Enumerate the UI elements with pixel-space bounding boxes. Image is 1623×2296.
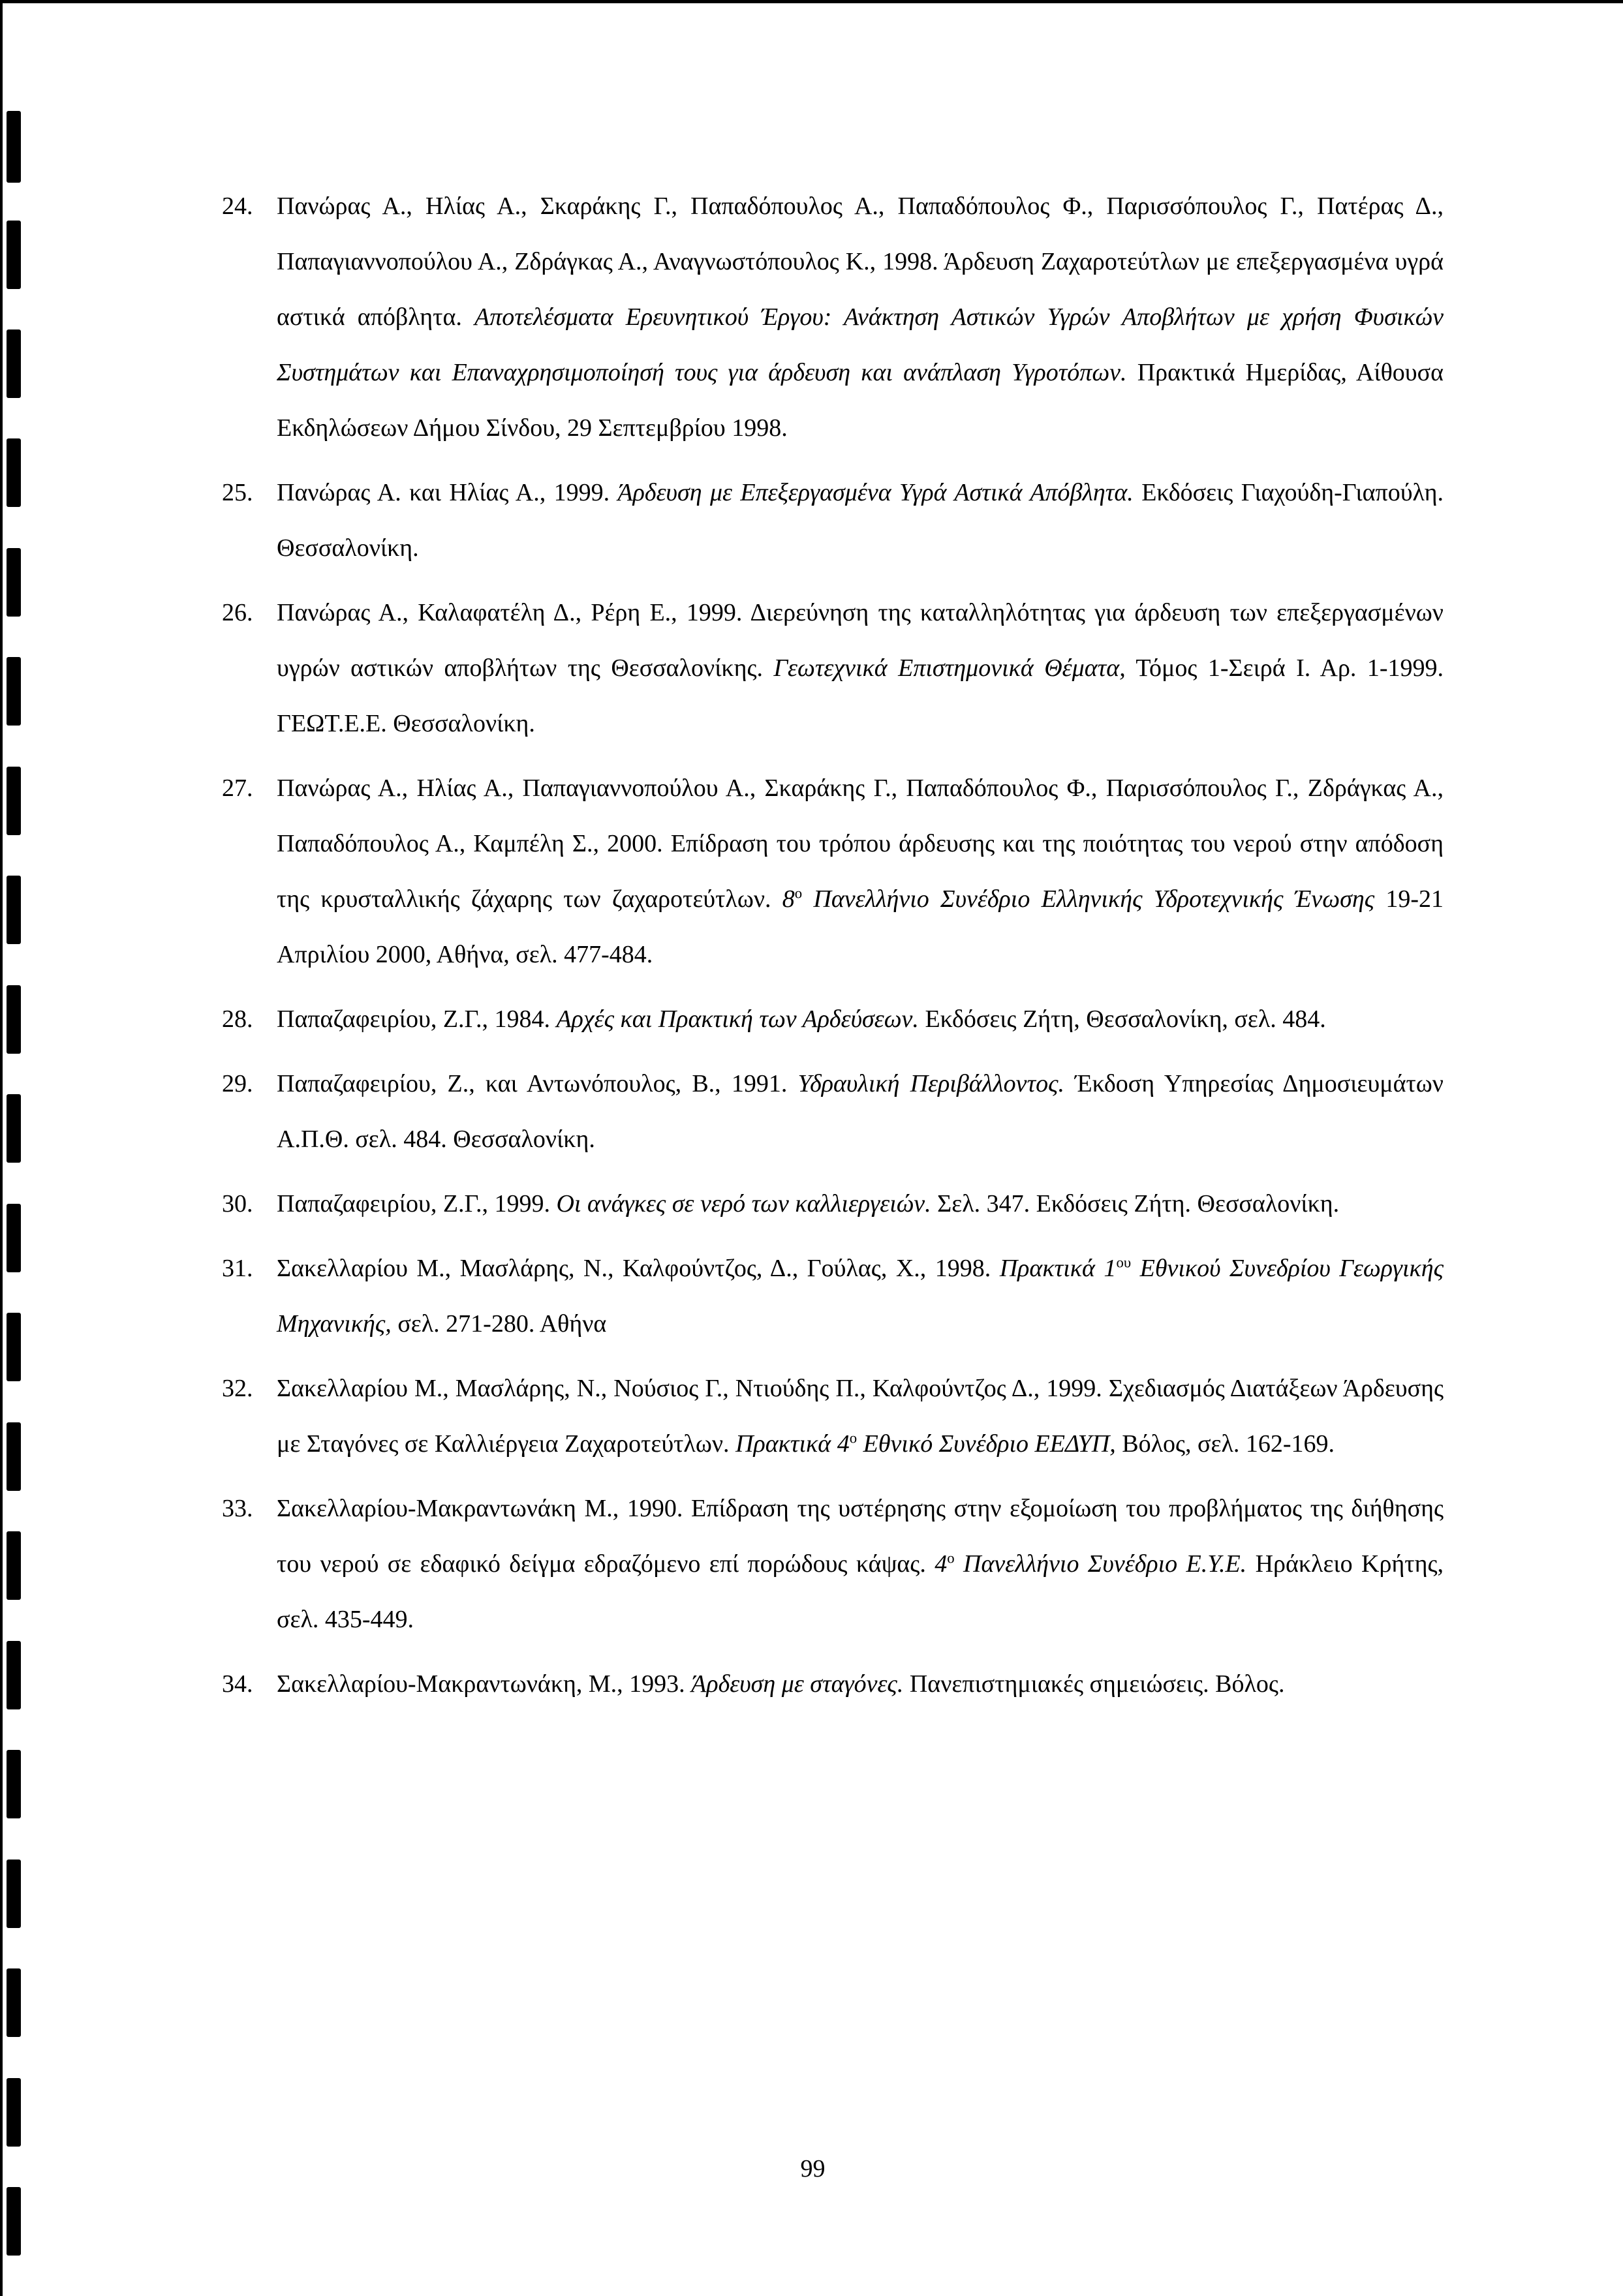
reference-text-run: Πανώρας Α. και Ηλίας Α., 1999.	[277, 479, 618, 506]
reference-title-italic: Οι ανάγκες σε νερό των καλλιεργειών.	[556, 1190, 931, 1217]
binding-mark	[7, 1750, 21, 1818]
reference-text-run: Πανώρας Α., Ηλίας Α., Σκαράκης Γ., Παπαδόπουλος Α., Παπαδόπουλος Φ., Παρισσόπουλος Γ., Πατέρας Δ., Παπαγιαννοπούλου Α., Ζδράγκας Α., Αναγνωστόπουλος Κ., 1998. Άρδευση Ζαχαροτεύτλων με επεξεργασμένα υγρά αστικά απόβλητα.	[277, 192, 1444, 331]
reference-text-run: Πανώρας Α., Ηλίας Α., Παπαγιαννοπούλου Α., Σκαράκης Γ., Παπαδόπουλος Φ., Παρισσόπουλος Γ., Ζδράγκας Α., Παπαδόπουλος Α., Καμπέλη Σ., 2000. Επίδραση του τρόπου άρδευσης και της ποιότητας του νερού στην απόδοση της κρυσταλλικής ζάχαρης των ζαχαροτεύτλων.	[277, 774, 1444, 913]
binding-mark	[7, 111, 21, 183]
reference-title-italic: 4	[935, 1550, 948, 1578]
reference-number: 32.	[222, 1375, 253, 1402]
reference-text-run: Σακελλαρίου Μ., Μασλάρης, Ν., Νούσιος Γ., Ντιούδης Π., Καλφούντζος Δ., 1999. Σχεδιασμός Διατάξεων Άρδευσης με Σταγόνες σε Καλλιέργεια Ζαχαροτεύτλων.	[277, 1375, 1444, 1458]
reference-item	[222, 761, 1444, 983]
binding-mark	[7, 329, 21, 398]
reference-title-italic: Γεωτεχνικά Επιστημονικά Θέματα,	[773, 654, 1126, 682]
reference-text-run: Σακελλαρίου-Μακραντωνάκη Μ., 1990. Επίδραση της υστέρησης στην εξομοίωση του προβλήματος της διήθησης του νερού σε εδαφικό δείγμα εδραζόμενο επί πορώδους κάψας.	[277, 1495, 1444, 1578]
binding-mark	[7, 221, 21, 289]
reference-item	[222, 179, 1444, 456]
binding-mark	[7, 1860, 21, 1928]
binding-mark	[7, 657, 21, 726]
reference-title-italic: Αποτελέσματα Ερευνητικού Έργου: Ανάκτηση Αστικών Υγρών Αποβλήτων με χρήση Φυσικών Συστημάτων και Επαναχρησιμοποίησή τους για άρδευση και ανάπλαση Υγροτόπων.	[277, 303, 1444, 386]
reference-text	[277, 1255, 1444, 1338]
reference-text-run: Έκδοση Υπηρεσίας Δημοσιευμάτων Α.Π.Θ. σελ. 484. Θεσσαλονίκη.	[277, 1070, 1444, 1153]
reference-text-run: Παπαζαφειρίου, Ζ.Γ., 1984.	[277, 1005, 557, 1033]
binding-mark	[7, 876, 21, 944]
reference-title-italic: Άρδευση με σταγόνες.	[691, 1670, 904, 1698]
reference-text	[277, 599, 1444, 737]
reference-title-italic: Πρακτικά 4	[735, 1430, 850, 1458]
reference-number: 30.	[222, 1190, 253, 1217]
reference-item	[222, 1481, 1444, 1647]
reference-item	[222, 992, 1444, 1047]
reference-title-italic: Πανελλήνιο Συνέδριο Ε.Υ.Ε.	[954, 1550, 1247, 1578]
binding-mark	[7, 2187, 21, 2256]
reference-title-italic: Πρακτικά 1	[999, 1255, 1117, 1282]
reference-text	[277, 1070, 1444, 1153]
reference-text-run: Παπαζαφειρίου, Ζ.Γ., 1999.	[277, 1190, 557, 1217]
reference-title-italic: Εθνικού Συνεδρίου Γεωργικής Μηχανικής,	[277, 1255, 1444, 1338]
reference-title-italic: Πανελλήνιο Συνέδριο Ελληνικής Υδροτεχνικής Ένωσης	[802, 885, 1375, 913]
binding-mark	[7, 1968, 21, 2037]
reference-item	[222, 1241, 1444, 1352]
binding-mark	[7, 2078, 21, 2147]
ordinal-superscript: ου	[1116, 1254, 1132, 1271]
reference-text-run: Σακελλαρίου Μ., Μασλάρης, Ν., Καλφούντζος, Δ., Γούλας, Χ., 1998.	[277, 1255, 1000, 1282]
reference-title-italic: Αρχές και Πρακτική των Αρδεύσεων.	[556, 1005, 919, 1033]
reference-text-run: Βόλος, σελ. 162-169.	[1115, 1430, 1335, 1458]
ordinal-superscript: ο	[947, 1550, 955, 1567]
binding-mark	[7, 1313, 21, 1381]
reference-text	[277, 774, 1444, 968]
top-scan-edge	[3, 0, 1623, 3]
document-page	[3, 0, 1623, 2296]
binding-mark	[7, 1641, 21, 1709]
reference-text	[277, 1670, 1284, 1698]
reference-number: 26.	[222, 599, 253, 626]
binding-mark	[7, 985, 21, 1054]
reference-text	[277, 192, 1444, 442]
reference-list	[222, 179, 1444, 1721]
reference-text-run: σελ. 271-280. Αθήνα	[391, 1310, 607, 1338]
page-number: 99	[800, 2155, 826, 2182]
reference-item	[222, 1361, 1444, 1472]
binding-mark	[7, 1531, 21, 1600]
binding-mark	[7, 1204, 21, 1272]
reference-item	[222, 1176, 1444, 1232]
reference-text-run: 19-21 Απριλίου 2000, Αθήνα, σελ. 477-484.	[277, 885, 1444, 968]
reference-number: 27.	[222, 774, 253, 802]
reference-text	[277, 479, 1444, 562]
reference-text-run: Τόμος 1-Σειρά Ι. Αρ. 1-1999. ΓΕΩΤ.Ε.Ε. Θεσσαλονίκη.	[277, 654, 1444, 737]
reference-number: 28.	[222, 1005, 253, 1033]
reference-text	[277, 1005, 1326, 1033]
reference-title-italic: Άρδευση με Επεξεργασμένα Υγρά Αστικά Απόβλητα.	[617, 479, 1134, 506]
reference-item	[222, 465, 1444, 576]
binding-marks	[3, 0, 29, 2296]
ordinal-superscript: ο	[794, 885, 803, 902]
reference-text	[277, 1190, 1339, 1217]
binding-mark	[7, 1422, 21, 1491]
reference-text-run: Πανώρας Α., Καλαφατέλη Δ., Ρέρη Ε., 1999. Διερεύνηση της καταλληλότητας για άρδευση των επεξεργασμένων υγρών αστικών αποβλήτων της Θεσσαλονίκης.	[277, 599, 1444, 682]
binding-mark	[7, 1094, 21, 1163]
reference-item	[222, 585, 1444, 752]
binding-mark	[7, 548, 21, 617]
reference-text-run: Σακελλαρίου-Μακραντωνάκη, Μ., 1993.	[277, 1670, 692, 1698]
reference-text-run: Πρακτικά Ημερίδας, Αίθουσα Εκδηλώσεων Δήμου Σίνδου, 29 Σεπτεμβρίου 1998.	[277, 359, 1444, 442]
binding-mark	[7, 767, 21, 835]
reference-text-run: Πανεπιστημιακές σημειώσεις. Βόλος.	[903, 1670, 1285, 1698]
reference-number: 33.	[222, 1495, 253, 1522]
reference-title-italic: 8	[782, 885, 795, 913]
ordinal-superscript: ο	[849, 1430, 858, 1446]
reference-item	[222, 1056, 1444, 1167]
reference-number: 25.	[222, 479, 253, 506]
reference-number: 31.	[222, 1255, 253, 1282]
reference-title-italic: Εθνικό Συνέδριο ΕΕΔΥΠ,	[857, 1430, 1116, 1458]
reference-text-run: Εκδόσεις Ζήτη, Θεσσαλονίκη, σελ. 484.	[918, 1005, 1326, 1033]
reference-title-italic: Υδραυλική Περιβάλλοντος.	[797, 1070, 1065, 1097]
reference-text-run: Σελ. 347. Εκδόσεις Ζήτη. Θεσσαλονίκη.	[931, 1190, 1340, 1217]
reference-text-run: Ηράκλειο Κρήτης, σελ. 435-449.	[277, 1550, 1444, 1633]
reference-item	[222, 1657, 1444, 1712]
reference-number: 29.	[222, 1070, 253, 1097]
binding-mark	[7, 438, 21, 507]
reference-text	[277, 1495, 1444, 1633]
reference-text-run: Παπαζαφειρίου, Ζ., και Αντωνόπουλος, Β., 1991.	[277, 1070, 798, 1097]
reference-text	[277, 1375, 1444, 1458]
reference-text-run: Εκδόσεις Γιαχούδη-Γιαπούλη. Θεσσαλονίκη.	[277, 479, 1444, 562]
reference-number: 24.	[222, 192, 253, 220]
reference-number: 34.	[222, 1670, 253, 1698]
